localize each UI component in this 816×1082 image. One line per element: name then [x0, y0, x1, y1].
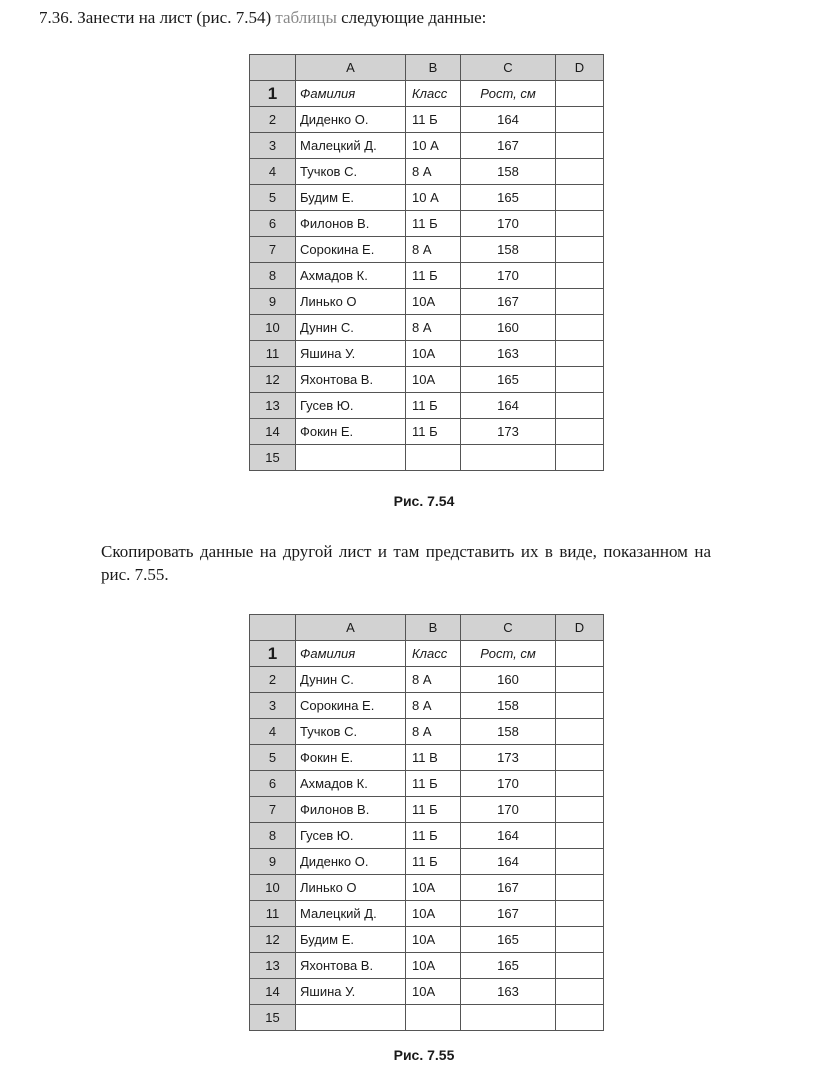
row-number: 14	[250, 979, 296, 1005]
cell-empty	[556, 159, 604, 185]
figure-caption-7-55: Рис. 7.55	[393, 1047, 455, 1063]
cell-height	[461, 445, 556, 471]
cell-height: 164	[461, 823, 556, 849]
cell-class: 8 А	[406, 159, 461, 185]
row-number: 10	[250, 875, 296, 901]
copy-instruction: Скопировать данные на другой лист и там представить их в виде, показанном на рис. 7.55.	[101, 542, 711, 584]
table-row	[250, 315, 604, 341]
table-row	[250, 133, 604, 159]
row-number: 11	[250, 901, 296, 927]
cell-height: 170	[461, 263, 556, 289]
table-header-row	[250, 641, 604, 667]
table-row	[250, 667, 604, 693]
row-number: 6	[250, 771, 296, 797]
cell-class	[406, 445, 461, 471]
cell-height: 165	[461, 953, 556, 979]
cell-empty	[556, 133, 604, 159]
cell-empty	[556, 667, 604, 693]
cell-class: 11 Б	[406, 771, 461, 797]
column-header-c: C	[461, 55, 556, 81]
cell-height: 173	[461, 745, 556, 771]
row-number: 1	[250, 81, 296, 107]
cell-surname: Яхонтова В.	[296, 953, 406, 979]
table-row	[250, 419, 604, 445]
task-text-after: следующие данные:	[341, 8, 487, 27]
cell-class: 10А	[406, 875, 461, 901]
cell-class: 10А	[406, 289, 461, 315]
cell-surname: Тучков С.	[296, 719, 406, 745]
cell-class: Класс	[406, 641, 461, 667]
cell-class: 10А	[406, 927, 461, 953]
table-row	[250, 745, 604, 771]
cell-empty	[556, 107, 604, 133]
cell-height: 167	[461, 133, 556, 159]
cell-height: 173	[461, 419, 556, 445]
cell-class: 10 А	[406, 185, 461, 211]
cell-surname: Яшина У.	[296, 979, 406, 1005]
cell-surname: Дунин С.	[296, 667, 406, 693]
cell-surname: Филонов В.	[296, 211, 406, 237]
column-header-d: D	[556, 615, 604, 641]
table-header-row	[250, 81, 604, 107]
cell-surname: Диденко О.	[296, 107, 406, 133]
cell-height: 170	[461, 797, 556, 823]
cell-class: 11 Б	[406, 849, 461, 875]
row-number: 13	[250, 953, 296, 979]
cell-height: 158	[461, 693, 556, 719]
cell-surname: Тучков С.	[296, 159, 406, 185]
table-row	[250, 1005, 604, 1031]
cell-class: 11 Б	[406, 823, 461, 849]
cell-empty	[556, 445, 604, 471]
cell-empty	[556, 263, 604, 289]
cell-empty	[556, 185, 604, 211]
cell-height: Рост, см	[461, 81, 556, 107]
cell-class	[406, 1005, 461, 1031]
cell-class: 8 А	[406, 693, 461, 719]
cell-class: 8 А	[406, 667, 461, 693]
cell-surname: Сорокина Е.	[296, 693, 406, 719]
row-number: 1	[250, 641, 296, 667]
table-row	[250, 979, 604, 1005]
row-number: 3	[250, 133, 296, 159]
row-number: 11	[250, 341, 296, 367]
cell-empty	[556, 289, 604, 315]
row-number: 14	[250, 419, 296, 445]
cell-surname: Филонов В.	[296, 797, 406, 823]
cell-class: 8 А	[406, 237, 461, 263]
row-number: 4	[250, 719, 296, 745]
cell-height: 165	[461, 927, 556, 953]
cell-empty	[556, 393, 604, 419]
cell-height	[461, 1005, 556, 1031]
row-number: 6	[250, 211, 296, 237]
column-header-a: A	[296, 615, 406, 641]
cell-class: 11 Б	[406, 419, 461, 445]
row-number: 9	[250, 289, 296, 315]
table-row	[250, 263, 604, 289]
cell-empty	[556, 237, 604, 263]
cell-surname: Линько О	[296, 875, 406, 901]
cell-surname: Будим Е.	[296, 927, 406, 953]
cell-empty	[556, 745, 604, 771]
cell-height: Рост, см	[461, 641, 556, 667]
row-number: 4	[250, 159, 296, 185]
cell-empty	[556, 875, 604, 901]
cell-class: 10А	[406, 979, 461, 1005]
cell-surname: Диденко О.	[296, 849, 406, 875]
cell-height: 164	[461, 849, 556, 875]
table-row	[250, 445, 604, 471]
table-row	[250, 289, 604, 315]
table-row	[250, 341, 604, 367]
table-row	[250, 211, 604, 237]
cell-empty	[556, 797, 604, 823]
cell-height: 167	[461, 901, 556, 927]
task-text-faded: таблицы	[275, 8, 337, 27]
cell-height: 163	[461, 341, 556, 367]
table-row	[250, 927, 604, 953]
row-number: 3	[250, 693, 296, 719]
cell-height: 160	[461, 315, 556, 341]
row-number: 5	[250, 185, 296, 211]
cell-height: 165	[461, 367, 556, 393]
cell-surname: Малецкий Д.	[296, 901, 406, 927]
cell-empty	[556, 927, 604, 953]
cell-empty	[556, 641, 604, 667]
column-header-a: A	[296, 55, 406, 81]
row-number: 5	[250, 745, 296, 771]
table-row	[250, 797, 604, 823]
cell-surname: Малецкий Д.	[296, 133, 406, 159]
cell-surname: Яхонтова В.	[296, 367, 406, 393]
spreadsheet-figure-7-54	[249, 54, 604, 471]
cell-height: 158	[461, 159, 556, 185]
row-number: 2	[250, 667, 296, 693]
row-number: 7	[250, 797, 296, 823]
cell-empty	[556, 979, 604, 1005]
row-number: 12	[250, 367, 296, 393]
cell-class: 10А	[406, 367, 461, 393]
cell-empty	[556, 341, 604, 367]
cell-surname: Фамилия	[296, 81, 406, 107]
column-header-row	[250, 615, 604, 641]
cell-class: Класс	[406, 81, 461, 107]
cell-empty	[556, 315, 604, 341]
cell-height: 164	[461, 107, 556, 133]
cell-empty	[556, 823, 604, 849]
cell-empty	[556, 211, 604, 237]
row-number: 2	[250, 107, 296, 133]
row-number: 9	[250, 849, 296, 875]
table-row	[250, 719, 604, 745]
cell-surname: Фамилия	[296, 641, 406, 667]
corner-cell	[250, 55, 296, 81]
cell-empty	[556, 953, 604, 979]
column-header-b: B	[406, 55, 461, 81]
cell-class: 10 А	[406, 133, 461, 159]
cell-surname: Сорокина Е.	[296, 237, 406, 263]
cell-height: 164	[461, 393, 556, 419]
table-row	[250, 107, 604, 133]
cell-height: 163	[461, 979, 556, 1005]
cell-surname	[296, 1005, 406, 1031]
cell-class: 10А	[406, 901, 461, 927]
cell-class: 11 Б	[406, 263, 461, 289]
column-header-d: D	[556, 55, 604, 81]
cell-height: 167	[461, 289, 556, 315]
cell-surname: Ахмадов К.	[296, 263, 406, 289]
table-row	[250, 849, 604, 875]
cell-empty	[556, 693, 604, 719]
cell-empty	[556, 81, 604, 107]
cell-height: 158	[461, 719, 556, 745]
cell-surname	[296, 445, 406, 471]
table-row	[250, 823, 604, 849]
cell-height: 170	[461, 771, 556, 797]
cell-class: 11 Б	[406, 393, 461, 419]
cell-class: 10А	[406, 953, 461, 979]
cell-surname: Дунин С.	[296, 315, 406, 341]
row-number: 8	[250, 823, 296, 849]
cell-class: 11 Б	[406, 107, 461, 133]
cell-empty	[556, 1005, 604, 1031]
cell-height: 170	[461, 211, 556, 237]
cell-empty	[556, 901, 604, 927]
cell-empty	[556, 719, 604, 745]
cell-height: 158	[461, 237, 556, 263]
table-row	[250, 875, 604, 901]
column-header-c: C	[461, 615, 556, 641]
cell-class: 8 А	[406, 719, 461, 745]
row-number: 10	[250, 315, 296, 341]
cell-height: 160	[461, 667, 556, 693]
column-header-row	[250, 55, 604, 81]
cell-surname: Гусев Ю.	[296, 823, 406, 849]
table-row	[250, 237, 604, 263]
cell-height: 165	[461, 185, 556, 211]
cell-class: 8 А	[406, 315, 461, 341]
cell-class: 11 Б	[406, 797, 461, 823]
cell-surname: Гусев Ю.	[296, 393, 406, 419]
task-number: 7.36.	[39, 8, 73, 27]
row-number: 15	[250, 445, 296, 471]
task-statement	[39, 6, 809, 29]
table-row	[250, 185, 604, 211]
spreadsheet-figure-7-55	[249, 614, 604, 1031]
cell-surname: Фокин Е.	[296, 419, 406, 445]
row-number: 7	[250, 237, 296, 263]
row-number: 8	[250, 263, 296, 289]
task-text-before: Занести на лист (рис. 7.54)	[77, 8, 272, 27]
column-header-b: B	[406, 615, 461, 641]
cell-surname: Ахмадов К.	[296, 771, 406, 797]
cell-empty	[556, 771, 604, 797]
table-row	[250, 159, 604, 185]
cell-surname: Яшина У.	[296, 341, 406, 367]
cell-empty	[556, 419, 604, 445]
cell-empty	[556, 367, 604, 393]
row-number: 15	[250, 1005, 296, 1031]
cell-empty	[556, 849, 604, 875]
cell-surname: Будим Е.	[296, 185, 406, 211]
cell-class: 11 В	[406, 745, 461, 771]
table-row	[250, 367, 604, 393]
cell-class: 11 Б	[406, 211, 461, 237]
figure-caption-7-54: Рис. 7.54	[393, 493, 455, 509]
cell-surname: Линько О	[296, 289, 406, 315]
table-row	[250, 693, 604, 719]
cell-height: 167	[461, 875, 556, 901]
table-row	[250, 901, 604, 927]
table-row	[250, 393, 604, 419]
corner-cell	[250, 615, 296, 641]
cell-surname: Фокин Е.	[296, 745, 406, 771]
cell-class: 10А	[406, 341, 461, 367]
row-number: 12	[250, 927, 296, 953]
table-row	[250, 771, 604, 797]
row-number: 13	[250, 393, 296, 419]
table-row	[250, 953, 604, 979]
